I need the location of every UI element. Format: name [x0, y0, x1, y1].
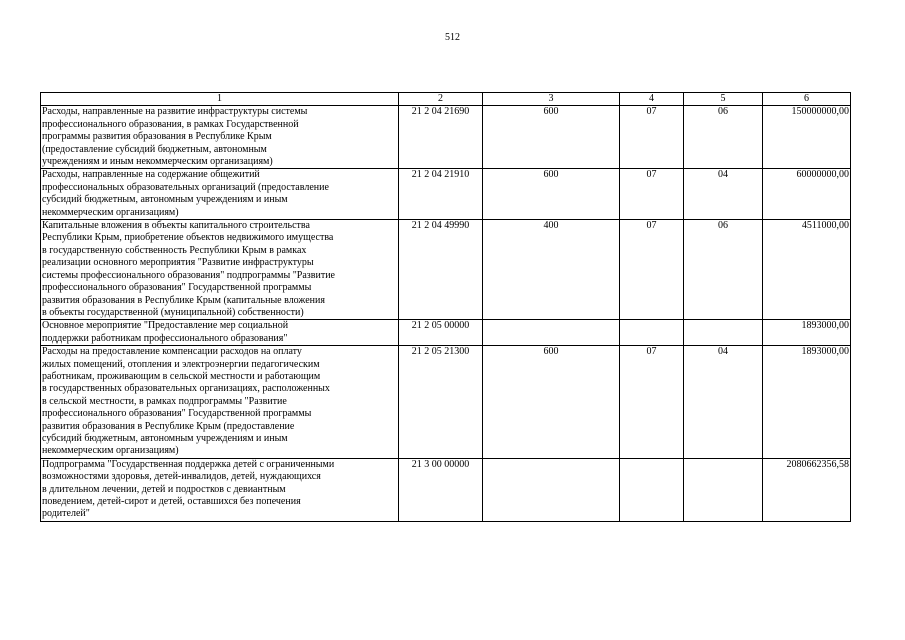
rz-cell: 07 [620, 106, 684, 169]
table-row [41, 346, 851, 459]
description-line: развития образования в Республике Крым (капитальные вложения [42, 294, 325, 306]
header-cell: 1 [41, 93, 399, 106]
table-row [41, 169, 851, 220]
table-row [41, 220, 851, 320]
amount-cell: 150000000,00 [763, 106, 851, 169]
amount-cell: 1893000,00 [763, 346, 851, 459]
description-cell [41, 458, 399, 521]
vr-cell [483, 458, 620, 521]
rz-cell [620, 320, 684, 346]
description-line: родителей" [42, 508, 90, 520]
description-cell [41, 169, 399, 220]
code-cell: 21 2 04 49990 [399, 220, 483, 320]
budget-table [40, 92, 851, 522]
code-cell: 21 2 04 21910 [399, 169, 483, 220]
description-line: Основное мероприятие "Предоставление мер социальной [42, 320, 289, 332]
description-line: субсидий бюджетным, автономным учреждениям и иным [42, 432, 288, 444]
amount-cell: 4511000,00 [763, 220, 851, 320]
description-cell [41, 106, 399, 169]
description-line: Республики Крым, приобретение объектов недвижимого имущества [42, 232, 334, 244]
description-line: жилых помещений, отопления и электроэнергии педагогическим [42, 358, 320, 370]
vr-cell: 600 [483, 106, 620, 169]
description-line: реализации основного мероприятия "Развитие инфраструктуры [42, 257, 314, 269]
description-line: работникам, проживающим в сельской местности и работающим [42, 370, 321, 382]
description-line: возможностями здоровья, детей-инвалидов, детей, нуждающихся [42, 471, 321, 483]
description-line: субсидий бюджетным, автономным учреждениям и иным [42, 194, 288, 206]
description-line: профессионального образования, в рамках Государственной [42, 118, 299, 130]
header-cell: 3 [483, 93, 620, 106]
amount-cell: 60000000,00 [763, 169, 851, 220]
description-line: учреждениям и иным некоммерческим организациям) [42, 156, 273, 168]
rz-cell [620, 458, 684, 521]
vr-cell [483, 320, 620, 346]
rz-cell: 07 [620, 169, 684, 220]
description-line: профессиональных образовательных организаций (предоставление [42, 181, 329, 193]
header-cell: 5 [684, 93, 763, 106]
description-line: в длительном лечении, детей и подростков с девиантным [42, 483, 286, 495]
description-line: программы развития образования в Республике Крым [42, 131, 272, 143]
pr-cell: 04 [684, 346, 763, 459]
description-line: профессионального образования" Государственной программы [42, 282, 312, 294]
description-line: в объекты государственной (муниципальной) собственности) [42, 306, 304, 318]
description-line: профессионального образования" Государственной программы [42, 408, 312, 420]
description-line: Расходы, направленные на содержание общежитий [42, 169, 260, 181]
rz-cell: 07 [620, 220, 684, 320]
vr-cell: 600 [483, 169, 620, 220]
description-line: в государственную собственность Республики Крым в рамках [42, 244, 307, 256]
description-line: Подпрограмма "Государственная поддержка детей с ограниченными [42, 458, 335, 470]
description-cell [41, 346, 399, 459]
page-number: 512 [445, 32, 460, 43]
description-line: (предоставление субсидий бюджетным, автономным [42, 143, 267, 155]
code-cell: 21 3 00 00000 [399, 458, 483, 521]
code-cell: 21 2 04 21690 [399, 106, 483, 169]
table-header-row [41, 93, 851, 106]
description-line: поведением, детей-сирот и детей, оставшихся без попечения [42, 496, 301, 507]
description-line: некоммерческим организациям) [42, 445, 179, 457]
rz-cell: 07 [620, 346, 684, 459]
code-cell: 21 2 05 21300 [399, 346, 483, 459]
pr-cell [684, 458, 763, 521]
pr-cell [684, 320, 763, 346]
table-row [41, 106, 851, 169]
header-cell: 6 [763, 93, 851, 106]
description-cell [41, 320, 399, 346]
description-line: Расходы, направленные на развитие инфраструктуры системы [42, 106, 308, 118]
description-line: в сельской местности, в рамках подпрограммы "Развитие [42, 395, 287, 407]
description-line: поддержки работникам профессионального образования" [42, 332, 288, 344]
table-row [41, 320, 851, 346]
description-line: некоммерческим организациям) [42, 206, 179, 218]
table-row [41, 458, 851, 521]
pr-cell: 06 [684, 106, 763, 169]
amount-cell: 2080662356,58 [763, 458, 851, 521]
description-cell [41, 220, 399, 320]
pr-cell: 04 [684, 169, 763, 220]
header-cell: 2 [399, 93, 483, 106]
description-line: системы профессионального образования" подпрограммы "Развитие [42, 269, 335, 281]
description-line: Капитальные вложения в объекты капитального строительства [42, 220, 310, 232]
code-cell: 21 2 05 00000 [399, 320, 483, 346]
vr-cell: 600 [483, 346, 620, 459]
description-line: развития образования в Республике Крым (предоставление [42, 420, 295, 432]
amount-cell: 1893000,00 [763, 320, 851, 346]
pr-cell: 06 [684, 220, 763, 320]
header-cell: 4 [620, 93, 684, 106]
description-line: Расходы на предоставление компенсации расходов на оплату [42, 346, 302, 358]
description-line: в государственных образовательных организациях, расположенных [42, 383, 330, 395]
vr-cell: 400 [483, 220, 620, 320]
